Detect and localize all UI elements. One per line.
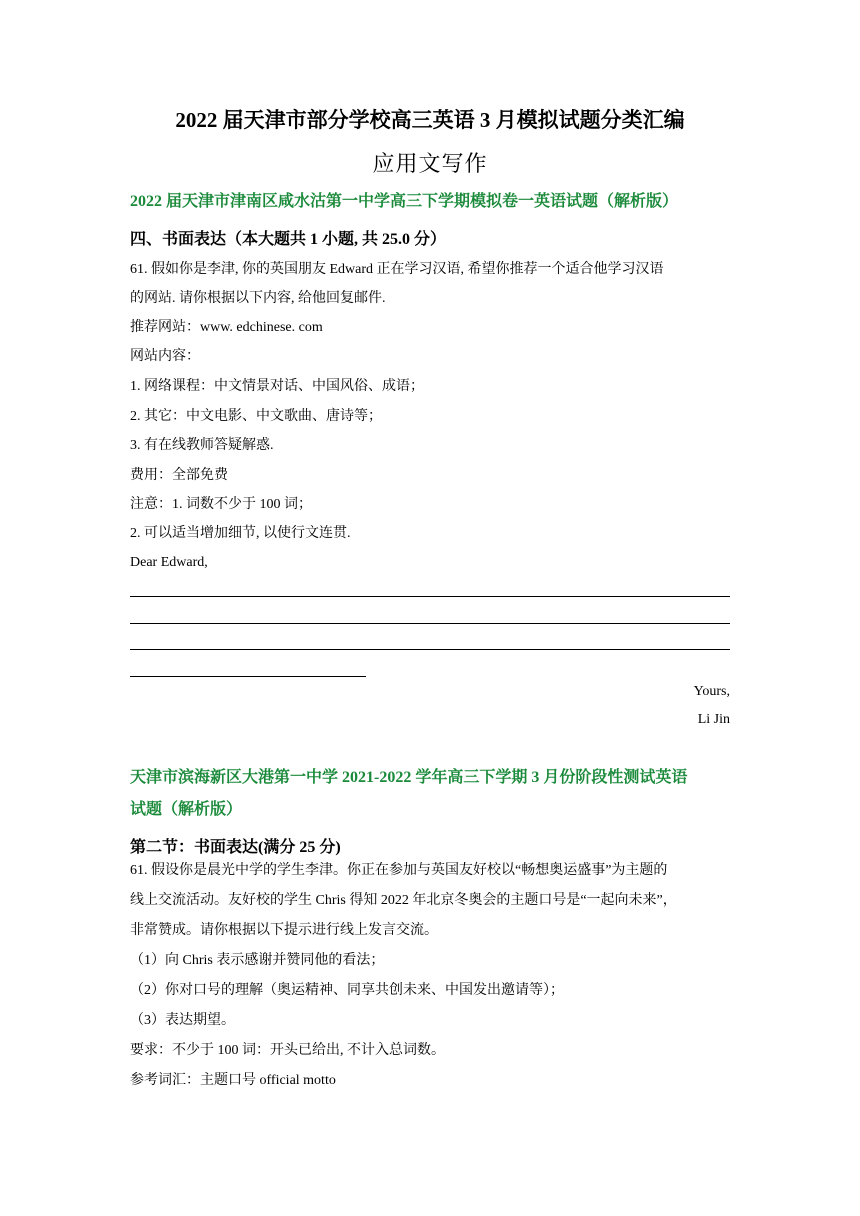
answer-line: [130, 676, 366, 677]
section2-paragraph: 61. 假设你是晨光中学的学生李津。你正在参加与英国友好校以“畅想奥运盛事”为主题的: [130, 863, 668, 878]
section2-paragraph: 要求：不少于 100 词：开头已给出, 不计入总词数。: [130, 1043, 445, 1058]
section1-paragraph: 2. 其它：中文电影、中文歌曲、唐诗等；: [130, 409, 382, 424]
section1-source: 2022 届天津市津南区咸水沽第一中学高三下学期模拟卷一英语试题（解析版）: [130, 193, 679, 210]
section1-paragraph: 3. 有在线教师答疑解惑.: [130, 438, 274, 453]
section1-paragraph: 费用：全部免费: [130, 468, 228, 483]
section2-source-line2: 试题（解析版）: [130, 801, 243, 818]
section1-paragraph: 网站内容：: [130, 349, 200, 364]
section1-paragraph: 61. 假如你是李津, 你的英国朋友 Edward 正在学习汉语, 希望你推荐一个适合他学习汉语: [130, 262, 664, 277]
answer-line: [130, 649, 730, 650]
section2-paragraph: 非常赞成。请你根据以下提示进行线上发言交流。: [130, 923, 438, 938]
letter-closing: Yours,: [693, 684, 730, 699]
section2-heading: 第二节：书面表达(满分 25 分): [130, 839, 341, 856]
section1-paragraph: 的网站. 请你根据以下内容, 给他回复邮件.: [130, 291, 386, 306]
answer-line: [130, 596, 730, 597]
section1-paragraph: 2. 可以适当增加细节, 以使行文连贯.: [130, 526, 351, 541]
section2-paragraph: 线上交流活动。友好校的学生 Chris 得知 2022 年北京冬奥会的主题口号是“一起向未来”，: [130, 893, 677, 908]
document-title: 2022 届天津市部分学校高三英语 3 月模拟试题分类汇编: [175, 108, 685, 132]
section2-paragraph: （1）向 Chris 表示感谢并赞同他的看法；: [130, 953, 385, 968]
section2-paragraph: （3）表达期望。: [130, 1013, 235, 1028]
letter-salutation: Dear Edward,: [130, 555, 208, 570]
section1-heading: 四、书面表达（本大题共 1 小题, 共 25.0 分）: [130, 231, 447, 248]
answer-line: [130, 623, 730, 624]
section1-paragraph: 注意：1. 词数不少于 100 词；: [130, 497, 312, 512]
section2-source-line1: 天津市滨海新区大港第一中学 2021-2022 学年高三下学期 3 月份阶段性测试英语: [130, 769, 688, 786]
letter-signature: Li Jin: [697, 712, 730, 727]
section2-paragraph: 参考词汇：主题口号 official motto: [130, 1073, 336, 1088]
section1-paragraph: 推荐网站：www. edchinese. com: [130, 320, 323, 335]
document-subtitle: 应用文写作: [372, 151, 488, 176]
section2-paragraph: （2）你对口号的理解（奥运精神、同享共创未来、中国发出邀请等）；: [130, 983, 564, 998]
section1-paragraph: 1. 网络课程：中文情景对话、中国风俗、成语；: [130, 379, 424, 394]
